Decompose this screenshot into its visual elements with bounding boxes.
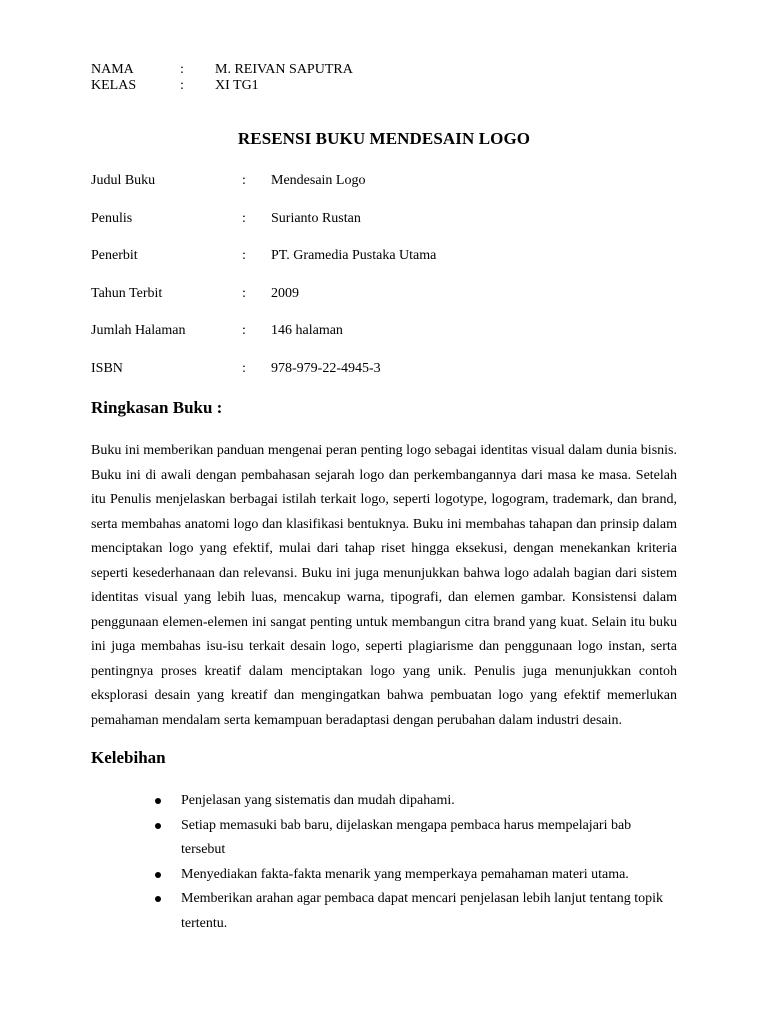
class-label: KELAS [91,78,137,93]
book-info-row [91,322,436,360]
book-info-value: 2009 [271,285,299,301]
book-info-separator: : [242,323,246,338]
book-info-value: Surianto Rustan [271,210,361,226]
summary-paragraph: Buku ini memberikan panduan mengenai peran penting logo sebagai identitas visual dalam dunia bisnis. Buku ini di awali dengan pembahasan sejarah logo dan perkembangannya dari masa ke masa. Setelah itu Penulis menjelaskan berbagai istilah terkait logo, seperti logotype, logogram, trademark, dan brand, serta membahas anatomi logo dan klasifikasi bentuknya. Buku ini membahas tahapan dan prinsip dalam menciptakan logo yang efektif, mulai dari tahap riset hingga eksekusi, dengan menekankan kriteria seperti kesederhanaan dan relevansi. Buku ini juga menunjukkan bahwa logo adalah bagian dari sistem identitas visual yang lebih luas, mencakup warna, tipografi, dan elemen gambar. Konsistensi dalam penggunaan elemen-elemen ini sangat penting untuk membangun citra brand yang kuat. Selain itu buku ini juga membahas isu-isu terkait desain logo, seperti plagiarisme dan penggunaan logo instan, serta pentingnya proses kreatif dalam menciptakan logo yang unik. Penulis juga menunjukkan contoh eksplorasi desain yang kreatif dan mengingatkan bahwa pembuatan logo yang efektif memerlukan pemahaman mendalam serta kemampuan beradaptasi dengan perubahan dalam industri desain. [91,443,677,728]
name-value: M. REIVAN SAPUTRA [215,62,353,77]
book-info-separator: : [242,248,246,263]
list-item-text: Penjelasan yang sistematis dan mudah dipahami. [181,793,455,808]
book-info-separator: : [242,285,246,301]
book-info-label: ISBN [91,360,123,376]
book-info-row [91,360,436,398]
book-info-label: Jumlah Halaman [91,323,186,338]
document-title: RESENSI BUKU MENDESAIN LOGO [237,129,531,148]
book-info-value: Mendesain Logo [271,173,366,188]
book-info-label: Tahun Terbit [91,285,163,301]
bullet-icon [155,798,161,804]
name-label: NAMA [91,62,134,77]
list-item-text: Menyediakan fakta-fakta menarik yang memperkaya pemahaman materi utama. [181,866,629,882]
name-separator: : [180,62,184,77]
book-info-row [91,172,436,210]
book-info-table [91,172,436,397]
book-info-label: Penulis [91,210,133,226]
list-item [155,814,675,863]
list-item [155,789,675,814]
book-info-value: 146 halaman [271,323,343,338]
student-header [91,62,353,94]
list-item-text: Memberikan arahan agar pembaca dapat mencari penjelasan lebih lanjut tentang topik tertentu. [181,891,664,931]
list-item [155,887,675,936]
book-info-label: Judul Buku [91,173,156,188]
bullet-icon [155,896,161,902]
strengths-list [155,789,675,936]
book-info-value: PT. Gramedia Pustaka Utama [271,248,437,263]
list-item-text: Setiap memasuki bab baru, dijelaskan mengapa pembaca harus mempelajari bab tersebut [181,817,632,857]
book-info-row [91,285,436,323]
book-info-separator: : [242,360,246,376]
book-info-separator: : [242,210,246,226]
strengths-heading: Kelebihan [91,748,166,767]
book-info-row [91,247,436,285]
class-separator: : [180,78,184,93]
book-info-separator: : [242,173,246,188]
summary-heading: Ringkasan Buku : [91,398,223,417]
class-value: XI TG1 [215,78,259,93]
book-info-label: Penerbit [91,248,138,263]
bullet-icon [155,872,161,878]
list-item [155,863,675,888]
book-info-row [91,210,436,248]
name-row [91,62,353,78]
bullet-icon [155,823,161,829]
class-row [91,78,353,94]
book-info-value: 978-979-22-4945-3 [271,360,381,376]
